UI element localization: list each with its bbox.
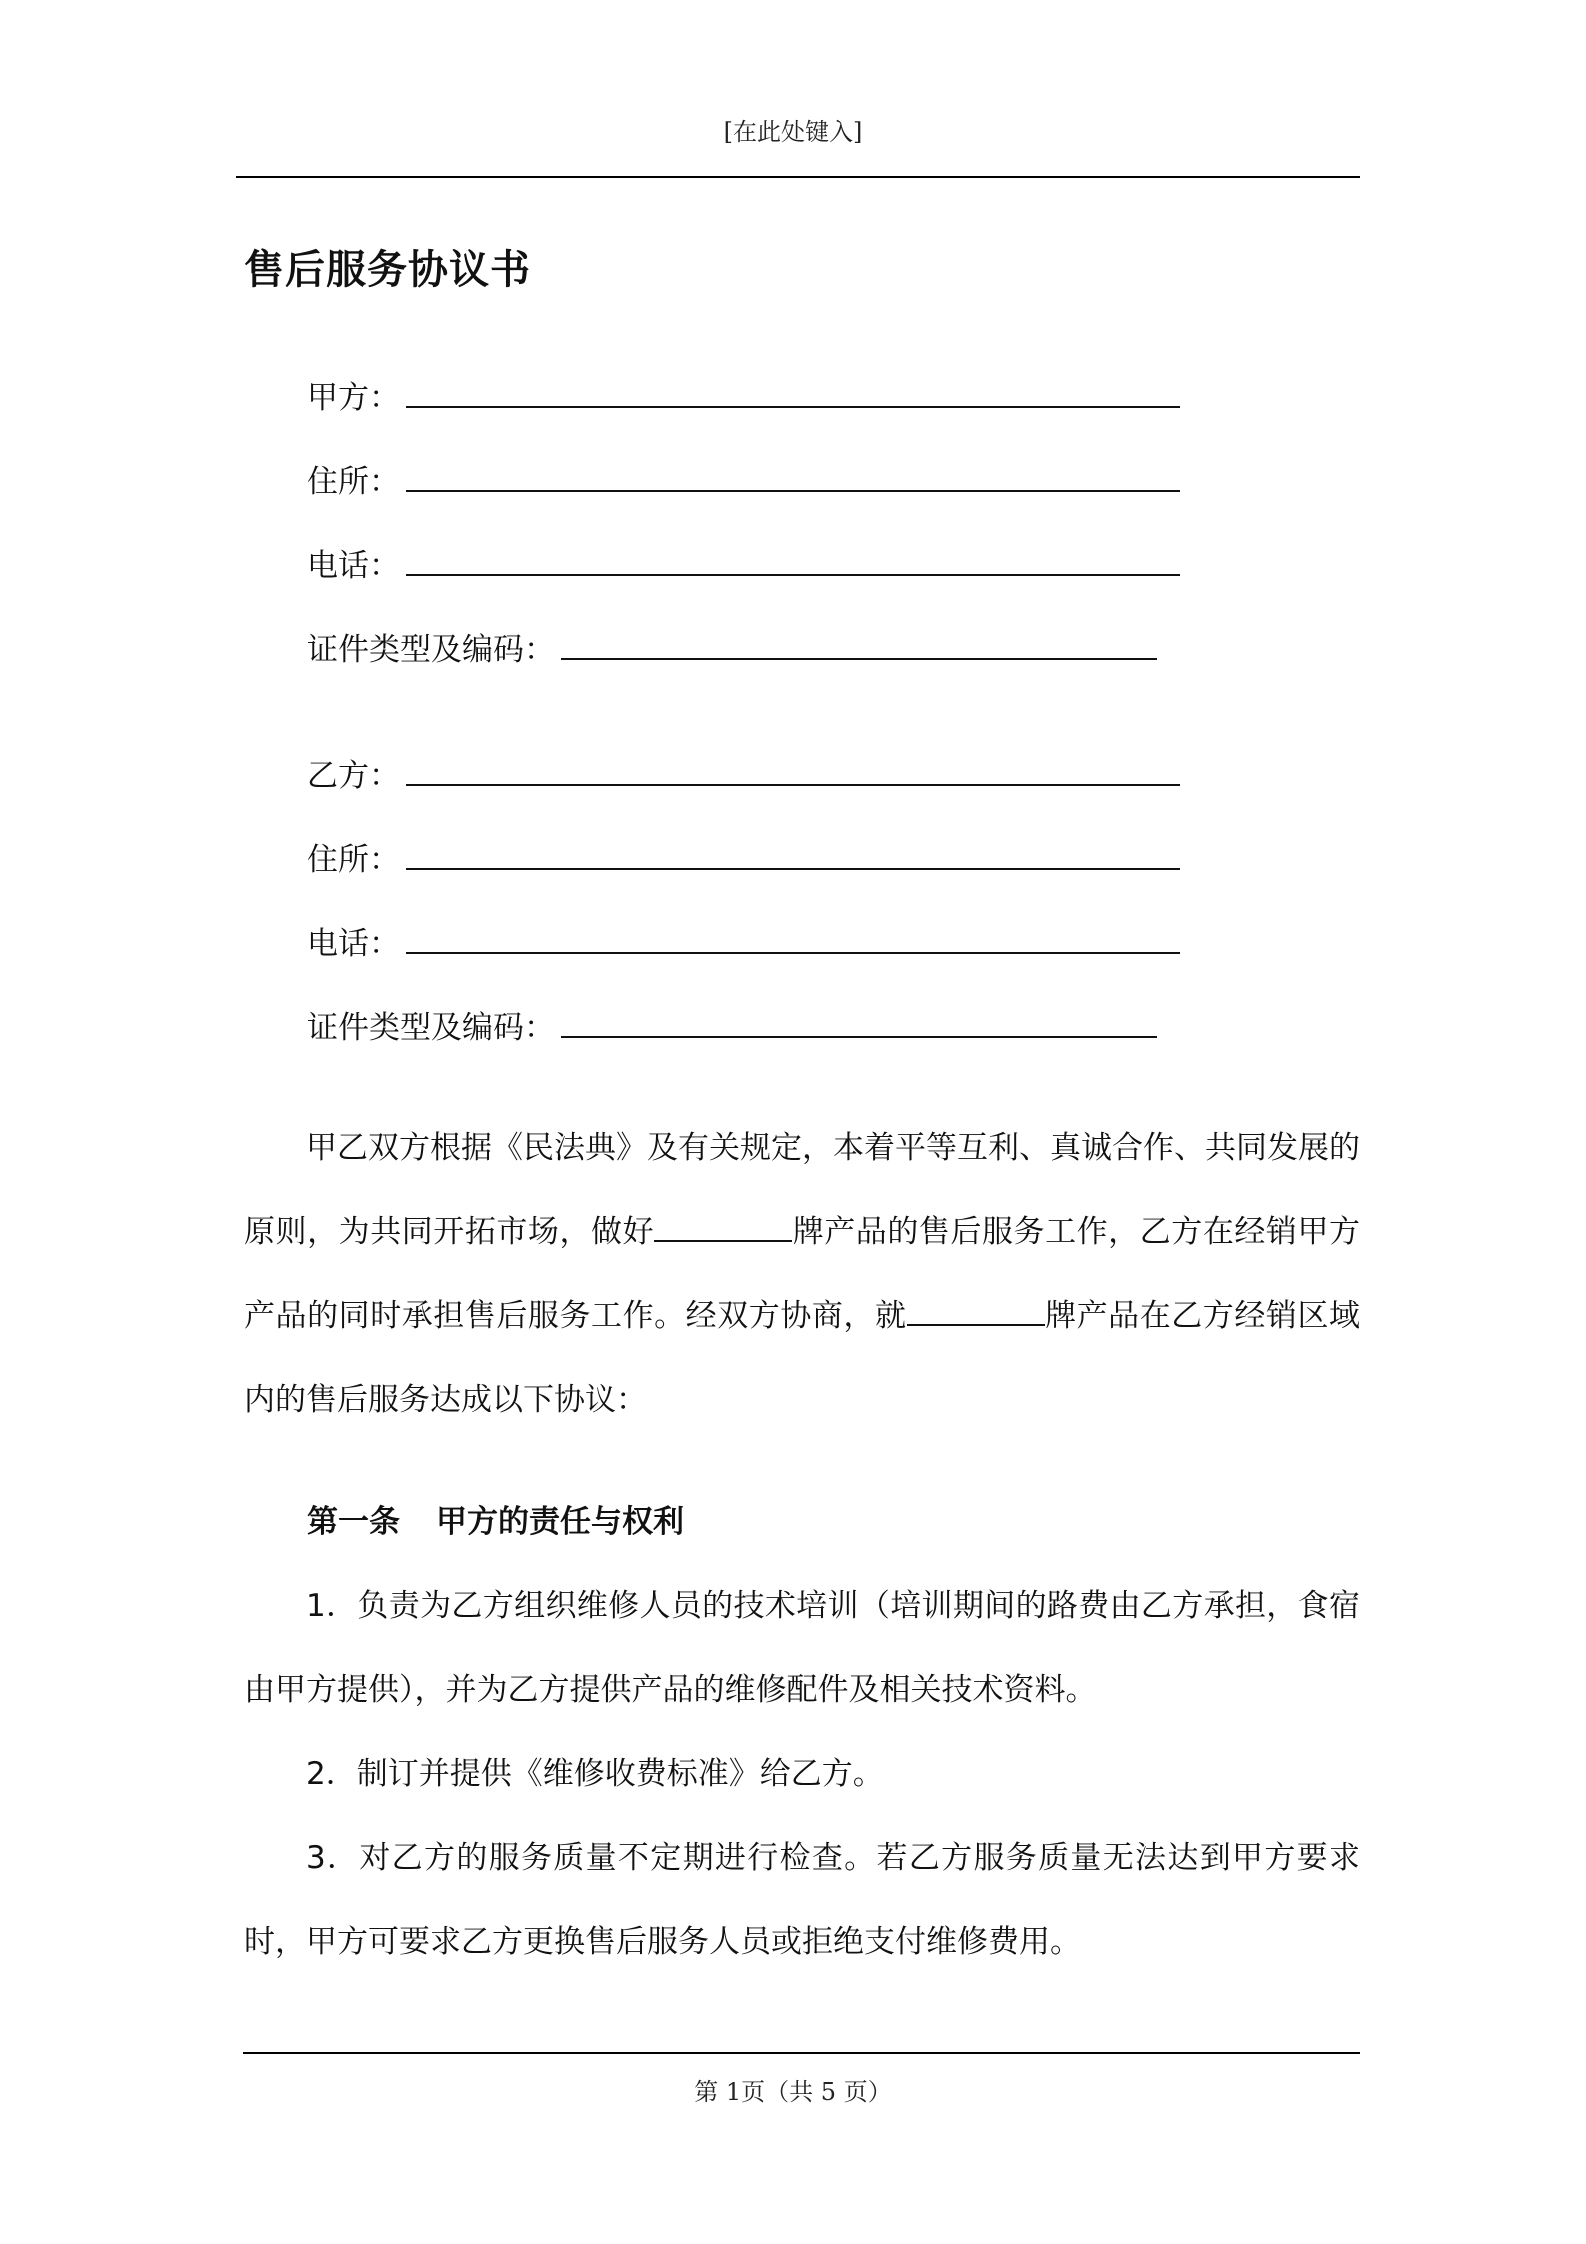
article-1-items [244, 1564, 1360, 1984]
party-a-id-label: 证件类型及编码： [307, 632, 555, 668]
party-a-phone-field [307, 540, 1180, 585]
party-a-phone-label: 电话： [307, 548, 400, 584]
intro-text-3: 牌产品在乙方经销区域内的售后服务达成以下协议： [244, 1298, 1360, 1418]
party-a-name-blank[interactable] [406, 380, 1180, 408]
article-1-item-1: 1．负责为乙方组织维修人员的技术培训（培训期间的路费由乙方承担，食宿由甲方提供），并为乙方提供产品的维修配件及相关技术资料。 [244, 1588, 1360, 1708]
article-1-number: 第一条 [307, 1504, 400, 1540]
party-b-phone-blank[interactable] [406, 926, 1180, 954]
page-footer: 第 1页（共 5 页） [694, 2078, 892, 2106]
article-1-item-2: 2．制订并提供《维修收费标准》给乙方。 [306, 1756, 884, 1792]
party-b-address-label: 住所： [307, 842, 400, 878]
intro-text-1: 甲乙双方根据《民法典》及有关规定，本着平等互利、真诚合作、共同发展的原则，为共同开拓市场，做好 [244, 1130, 1360, 1250]
document-title: 售后服务协议书 [244, 247, 531, 293]
party-a-address-blank[interactable] [406, 464, 1180, 492]
intro-text-2: 牌产品的售后服务工作，乙方在经销甲方产品的同时承担售后服务工作。经双方协商，就 [244, 1214, 1361, 1334]
intro-paragraph [244, 1106, 1360, 1442]
party-b-phone-label: 电话： [307, 926, 400, 962]
party-b-id-field [307, 1002, 1157, 1047]
brand-blank-1[interactable] [654, 1216, 792, 1242]
party-b-name-label: 乙方： [307, 758, 400, 794]
header-rule [236, 176, 1360, 178]
article-1-item-3: 3．对乙方的服务质量不定期进行检查。若乙方服务质量无法达到甲方要求时，甲方可要求乙方更换售后服务人员或拒绝支付维修费用。 [244, 1840, 1360, 1960]
party-a-name-label: 甲方： [307, 380, 400, 416]
party-a-phone-blank[interactable] [406, 548, 1180, 576]
party-b-phone-field [307, 918, 1180, 963]
article-1-heading [307, 1496, 684, 1541]
party-a-address-field [307, 456, 1180, 501]
party-a-id-blank[interactable] [561, 632, 1157, 660]
party-a-address-label: 住所： [307, 464, 400, 500]
party-b-address-blank[interactable] [406, 842, 1180, 870]
party-a-id-field [307, 624, 1157, 669]
party-b-id-blank[interactable] [561, 1010, 1157, 1038]
party-b-id-label: 证件类型及编码： [307, 1010, 555, 1046]
article-1-title: 甲方的责任与权利 [436, 1504, 684, 1540]
party-a-name-field [307, 372, 1180, 417]
page-header: [在此处键入] [723, 118, 863, 146]
party-b-address-field [307, 834, 1180, 879]
party-b-name-blank[interactable] [406, 758, 1180, 786]
brand-blank-2[interactable] [907, 1300, 1045, 1326]
party-b-name-field [307, 750, 1180, 795]
footer-rule [243, 2052, 1360, 2054]
